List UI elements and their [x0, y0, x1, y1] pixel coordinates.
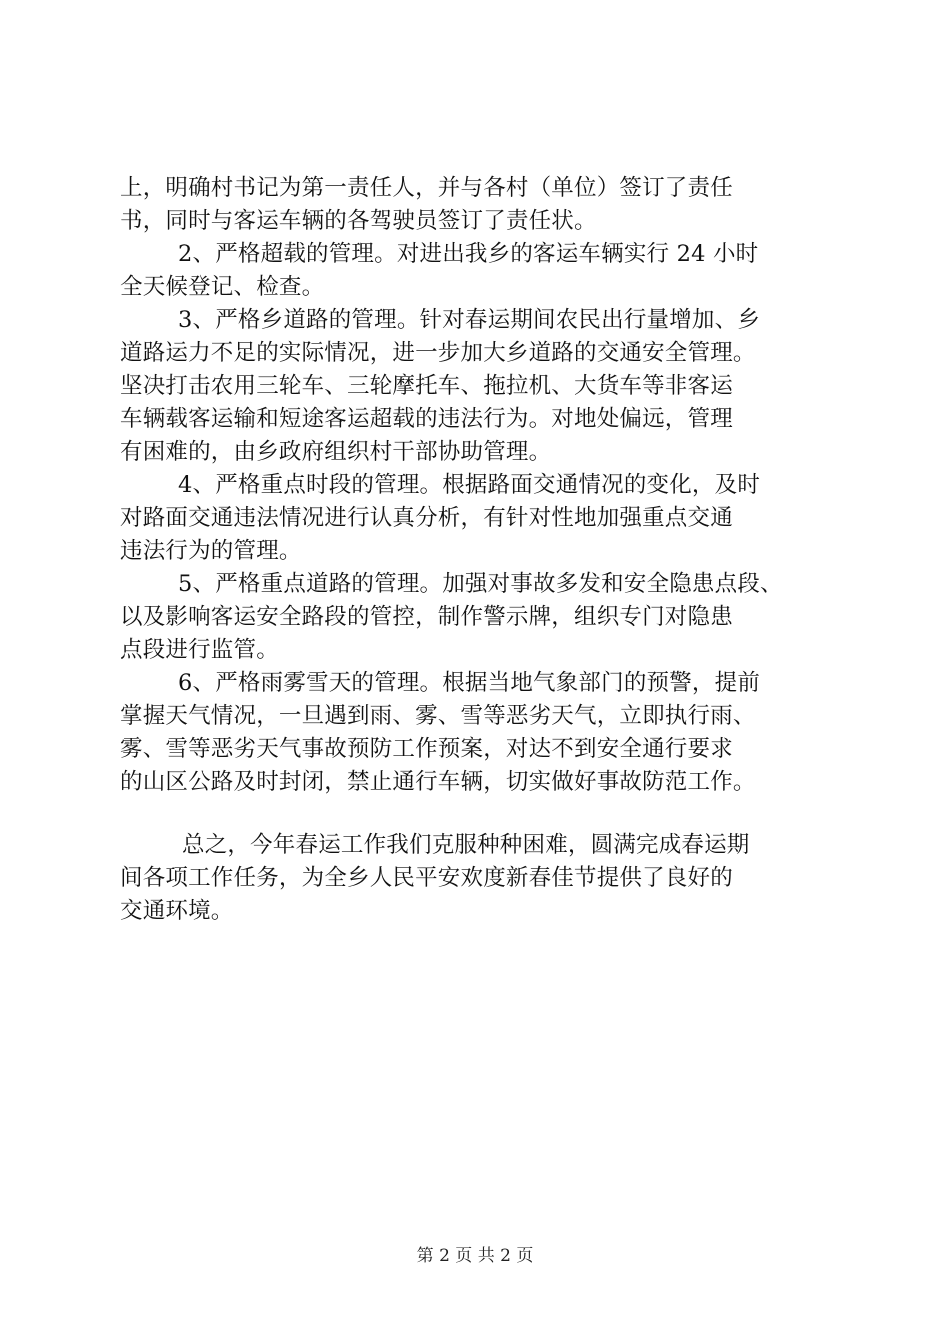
body-line: 雾、雪等恶劣天气事故预防工作预案，对达不到安全通行要求 — [120, 736, 733, 762]
body-line: 有困难的，由乡政府组织村干部协助管理。 — [120, 439, 552, 465]
paragraph-item-5-line: 5、严格重点道路的管理。加强对事故多发和安全隐患点段、 — [178, 571, 783, 597]
body-line: 点段进行监管。 — [120, 637, 279, 663]
body-line: 坚决打击农用三轮车、三轮摩托车、拖拉机、大货车等非客运 — [120, 373, 733, 399]
body-line: 掌握天气情况，一旦遇到雨、雾、雪等恶劣天气，立即执行雨、 — [120, 703, 756, 729]
document-body — [120, 172, 840, 928]
body-line: 违法行为的管理。 — [120, 538, 302, 564]
body-line: 的山区公路及时封闭，禁止通行车辆，切实做好事故防范工作。 — [120, 769, 756, 795]
paragraph-item-4-line: 4、严格重点时段的管理。根据路面交通情况的变化，及时 — [178, 472, 761, 498]
paragraph-item-3-line: 3、严格乡道路的管理。针对春运期间农民出行量增加、乡 — [178, 307, 761, 333]
summary-line: 间各项工作任务，为全乡人民平安欢度新春佳节提供了良好的 — [120, 865, 733, 891]
body-line: 道路运力不足的实际情况，进一步加大乡道路的交通安全管理。 — [120, 340, 756, 366]
body-line: 全天候登记、检查。 — [120, 274, 325, 300]
body-line: 车辆载客运输和短途客运超载的违法行为。对地处偏远，管理 — [120, 406, 733, 432]
page-number-footer: 第 2 页 共 2 页 — [416, 1246, 534, 1266]
body-line: 上，明确村书记为第一责任人，并与各村（单位）签订了责任 — [120, 175, 733, 201]
body-line: 对路面交通违法情况进行认真分析，有针对性地加强重点交通 — [120, 505, 733, 531]
paragraph-item-6-line: 6、严格雨雾雪天的管理。根据当地气象部门的预警，提前 — [178, 670, 761, 696]
summary-line: 交通环境。 — [120, 898, 234, 924]
paragraph-gap — [120, 799, 840, 829]
body-line: 书，同时与客运车辆的各驾驶员签订了责任状。 — [120, 208, 597, 234]
summary-line: 总之，今年春运工作我们克服种种困难，圆满完成春运期 — [182, 832, 750, 858]
body-line: 以及影响客运安全路段的管控，制作警示牌，组织专门对隐患 — [120, 604, 733, 630]
paragraph-item-2-line: 2、严格超载的管理。对进出我乡的客运车辆实行 24 小时 — [178, 241, 759, 267]
